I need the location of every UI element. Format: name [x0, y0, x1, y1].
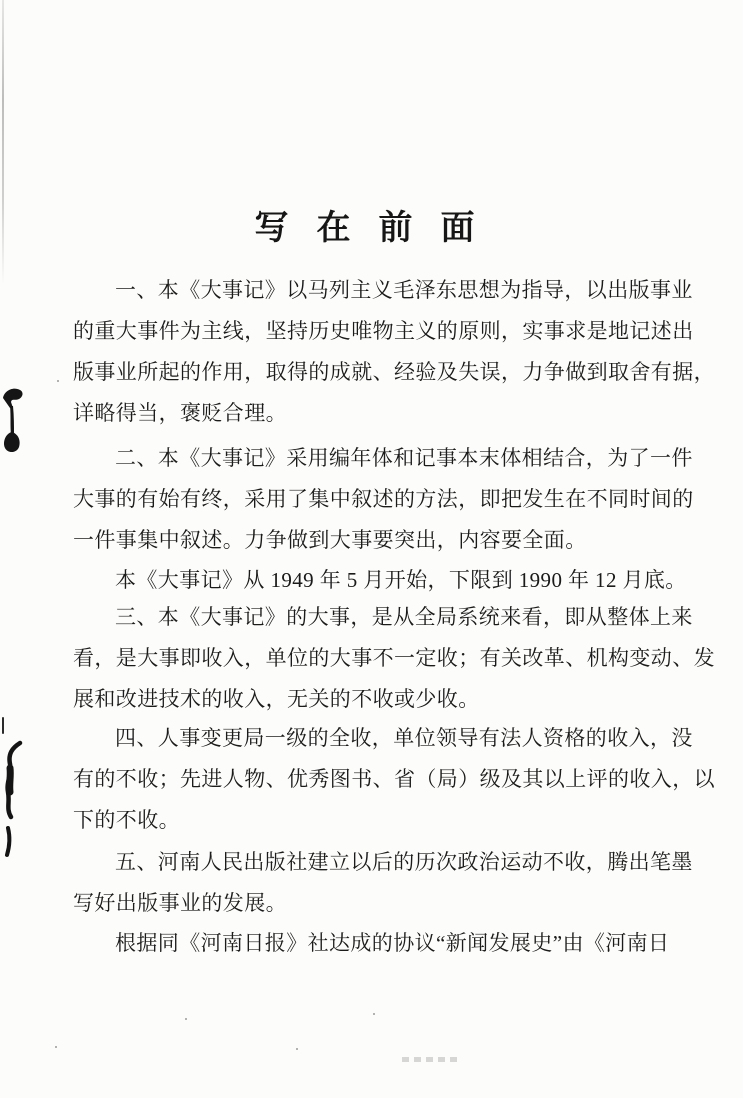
text-line: 展和改进技术的收入，无关的不收或少收。: [73, 687, 480, 711]
page-title: 写在前面: [254, 210, 503, 247]
scan-speck: [296, 1048, 298, 1050]
text-line: 一件事集中叙述。力争做到大事要突出，内容要全面。: [73, 528, 587, 552]
text-line: 看，是大事即收入，单位的大事不一定收；有关改革、机构变动、发: [73, 646, 715, 670]
ink-mark-artifact: [0, 712, 28, 864]
paragraph-1: [73, 270, 715, 434]
text-line: 四、人事变更局一级的全收，单位领导有法人资格的收入，没: [115, 726, 693, 750]
text-line: 大事的有始有终，采用了集中叙述的方法，即把发生在不同时间的: [73, 487, 694, 511]
paragraph-6: [73, 842, 693, 924]
paragraph-7: [73, 923, 673, 964]
paragraph-5: [73, 718, 715, 841]
text-line: 版事业所起的作用，取得的成就、经验及失误，力争做到取舍有据，: [73, 360, 715, 384]
text-line: 本《大事记》从 1949 年 5 月开始，下限到 1990 年 12 月底。: [115, 568, 687, 592]
scan-speck: [55, 1046, 57, 1048]
scan-speck: [57, 380, 59, 382]
ink-mark-artifact: [0, 385, 30, 465]
text-line: 二、本《大事记》采用编年体和记事本末体相结合，为了一件: [115, 446, 693, 470]
paragraph-2: [73, 438, 694, 561]
text-line: 写好出版事业的发展。: [73, 891, 287, 915]
text-line: 根据同《河南日报》社达成的协议“新闻发展史”由《河南日: [115, 931, 670, 955]
text-line: 详略得当，褒贬合理。: [73, 401, 287, 425]
text-line: 五、河南人民出版社建立以后的历次政治运动不收，腾出笔墨: [115, 850, 693, 874]
scan-smudge: [402, 1057, 460, 1062]
paragraph-3: [73, 560, 687, 601]
scan-speck: [185, 1018, 187, 1020]
scan-speck: [373, 1013, 375, 1015]
text-line: 的重大事件为主线，坚持历史唯物主义的原则，实事求是地记述出: [73, 319, 694, 343]
text-line: 一、本《大事记》以马列主义毛泽东思想为指导，以出版事业: [115, 278, 693, 302]
text-line: 有的不收；先进人物、优秀图书、省（局）级及其以上评的收入，以: [73, 767, 715, 791]
text-line: 下的不收。: [73, 808, 180, 832]
paragraph-4: [73, 597, 715, 720]
text-line: 三、本《大事记》的大事，是从全局系统来看，即从整体上来: [115, 605, 693, 629]
